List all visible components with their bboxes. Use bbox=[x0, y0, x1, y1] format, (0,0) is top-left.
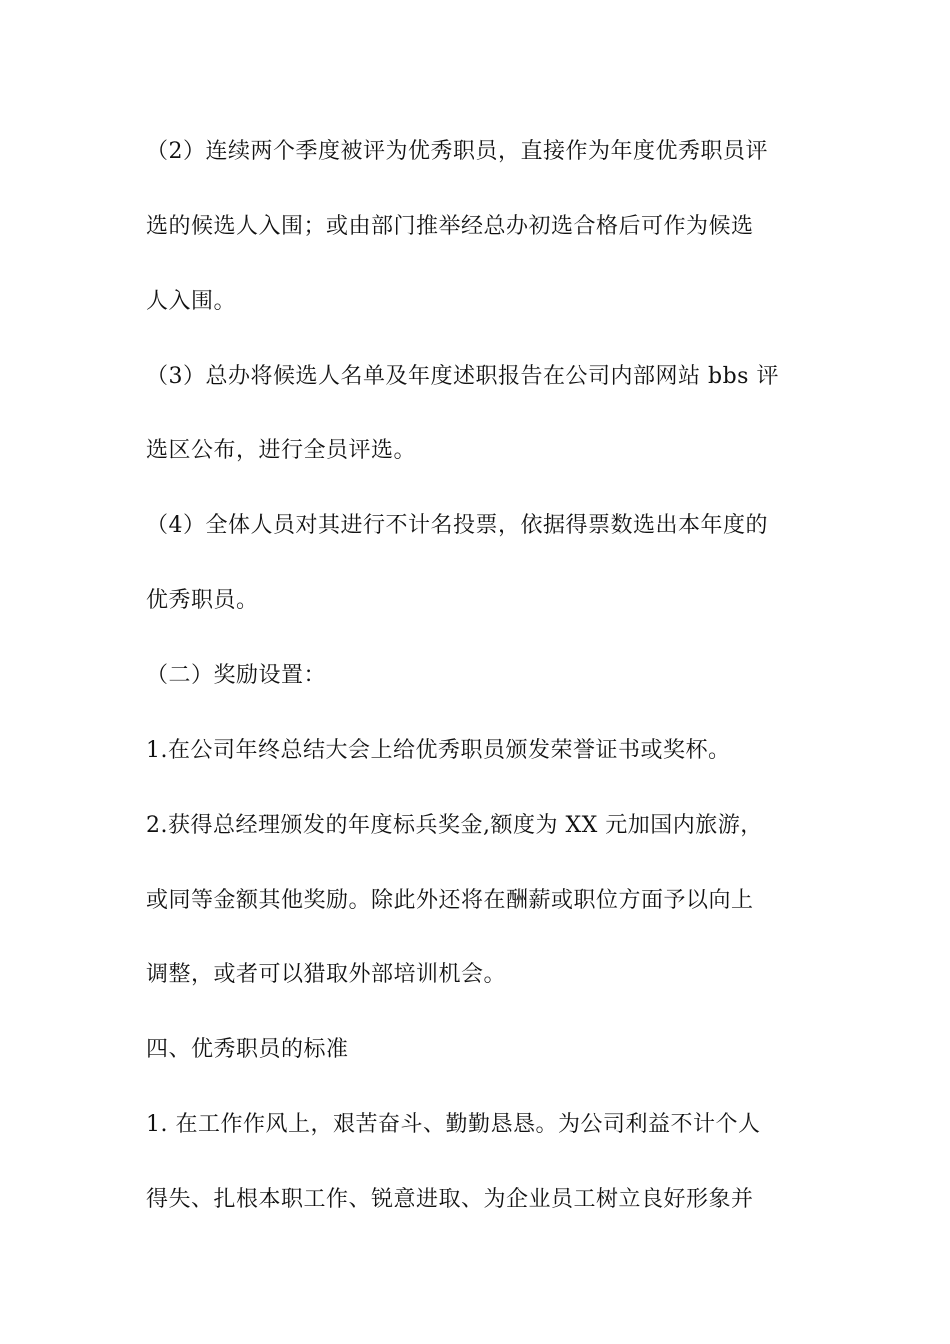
text-line: 1. 在工作作风上，艰苦奋斗、勤勤恳恳。为公司利益不计个人 bbox=[146, 1112, 761, 1137]
text-line: 选区公布，进行全员评选。 bbox=[146, 438, 417, 463]
section-heading: 四、优秀职员的标准 bbox=[146, 1037, 349, 1062]
text-line: 1.在公司年终总结大会上给优秀职员颁发荣誉证书或奖杯。 bbox=[146, 738, 731, 763]
text-line: 得失、扎根本职工作、锐意进取、为企业员工树立良好形象并 bbox=[146, 1187, 754, 1212]
text-line: 2.获得总经理颁发的年度标兵奖金,额度为 XX 元加国内旅游， bbox=[146, 813, 763, 838]
text-line: （4）全体人员对其进行不计名投票，依据得票数选出本年度的 bbox=[146, 513, 768, 538]
text-line: 优秀职员。 bbox=[146, 588, 259, 613]
text-line: 或同等金额其他奖励。除此外还将在酬薪或职位方面予以向上 bbox=[146, 888, 754, 913]
text-line: 调整，或者可以猎取外部培训机会。 bbox=[146, 962, 507, 987]
section-heading: （二）奖励设置： bbox=[146, 663, 327, 688]
text-line: 选的候选人入围；或由部门推举经总办初选合格后可作为候选 bbox=[146, 214, 754, 239]
text-line: （2）连续两个季度被评为优秀职员，直接作为年度优秀职员评 bbox=[146, 139, 768, 164]
text-line: （3）总办将候选人名单及年度述职报告在公司内部网站 bbs 评 bbox=[146, 364, 779, 389]
text-line: 人入围。 bbox=[146, 289, 237, 314]
